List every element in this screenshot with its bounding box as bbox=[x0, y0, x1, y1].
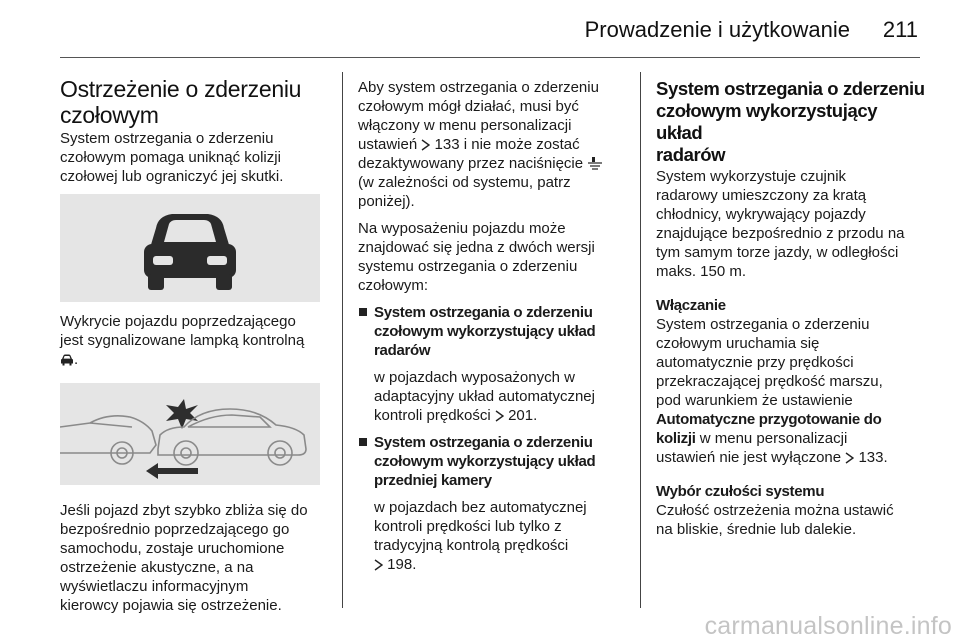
subheading-sensitivity: Wybór czułości systemu bbox=[656, 483, 825, 500]
list-item: System ostrzegania o zderzeniu czołowym wykorzystujący układ radarów w pojazdach wyposażonych w adaptacyjny układ automatycznej kontroli prędkości 201. bbox=[358, 303, 626, 425]
column-left bbox=[60, 76, 332, 615]
column-divider bbox=[640, 72, 641, 608]
collision-warning-illustration bbox=[60, 383, 320, 485]
versions-paragraph: Na wyposażeniu pojazdu może znajdować się jedna z dwóch wersji systemu ostrzegania o zderzeniu czołowym: bbox=[358, 220, 595, 294]
enable-paragraph: System ostrzegania o zderzeniu czołowym uruchamia się automatycznie przy prędkości przekraczającej prędkość marszu, pod warunkiem że ustawienie Automatyczne przygotowanie do kolizji w menu personalizacji ustawień nie jest wyłączone 133. bbox=[656, 316, 888, 466]
watermark: carmanualsonline.info bbox=[704, 612, 952, 640]
warning-paragraph: Jeśli pojazd zbyt szybko zbliża się do bezpośrednio poprzedzającego go samochodu, zostaje uruchomione ostrzeżenie akustyczne, a na wyświetlaczu informacyjnym kierowcy pojawia się ostrzeżenie. bbox=[60, 502, 308, 614]
car-front-warning-icon bbox=[60, 354, 74, 366]
list-item: System ostrzegania o zderzeniu czołowym wykorzystujący układ przedniej kamery w pojazdach bez automatycznej kontroli prędkości lub tylko z tradycyjną kontrolą prędkości 198. bbox=[358, 433, 626, 574]
page-ref-arrow-icon bbox=[421, 139, 430, 151]
page-number: 211 bbox=[882, 17, 918, 42]
bullet-square-icon bbox=[359, 308, 367, 316]
sensitivity-paragraph: Czułość ostrzeżenia można ustawić na bliskie, średnie lub dalekie. bbox=[656, 502, 894, 538]
column-middle bbox=[358, 78, 626, 574]
control-lamp-illustration bbox=[60, 194, 320, 302]
intro-paragraph: System ostrzegania o zderzeniu czołowym pomaga uniknąć kolizji czołowej lub ograniczyć jej skutki. bbox=[60, 130, 284, 185]
page-reference[interactable]: 201 bbox=[508, 407, 534, 424]
distance-setting-icon bbox=[587, 156, 603, 170]
page-ref-arrow-icon bbox=[374, 559, 383, 571]
page-ref-arrow-icon bbox=[495, 410, 504, 422]
page-ref-arrow-icon bbox=[845, 452, 854, 464]
column-right bbox=[656, 78, 928, 539]
page-reference[interactable]: 198 bbox=[387, 556, 413, 573]
detection-paragraph: Wykrycie pojazdu poprzedzającego jest sygnalizowane lampką kontrolną . bbox=[60, 313, 305, 368]
header-divider bbox=[60, 57, 920, 58]
column-divider bbox=[342, 72, 343, 608]
bullet-square-icon bbox=[359, 438, 367, 446]
activation-paragraph: Aby system ostrzegania o zderzeniu czołowym mógł działać, musi być włączony w menu personalizacji ustawień 133 i nie może zostać dezaktywowany przez naciśnięcie (w zależności od systemu, patrz poniżej). bbox=[358, 78, 626, 211]
section-heading: Ostrzeżenie o zderzeniu czołowym bbox=[60, 76, 302, 128]
running-head: Prowadzenie i użytkowanie bbox=[584, 17, 850, 42]
car-front-icon bbox=[60, 194, 320, 302]
page-reference[interactable]: 133 bbox=[434, 136, 460, 153]
subheading-enable: Włączanie bbox=[656, 297, 726, 314]
approaching-cars-icon bbox=[60, 383, 320, 485]
radar-intro-paragraph: System wykorzystuje czujnik radarowy umieszczony za kratą chłodnicy, wykrywający pojazdy znajdujące bezpośrednio z przodu na tym samym torze jazdy, w odległości maks. 150 m. bbox=[656, 168, 905, 280]
page-reference[interactable]: 133 bbox=[858, 449, 884, 466]
section-heading: System ostrzegania o zderzeniu czołowym wykorzystujący układ radarów bbox=[656, 78, 925, 165]
